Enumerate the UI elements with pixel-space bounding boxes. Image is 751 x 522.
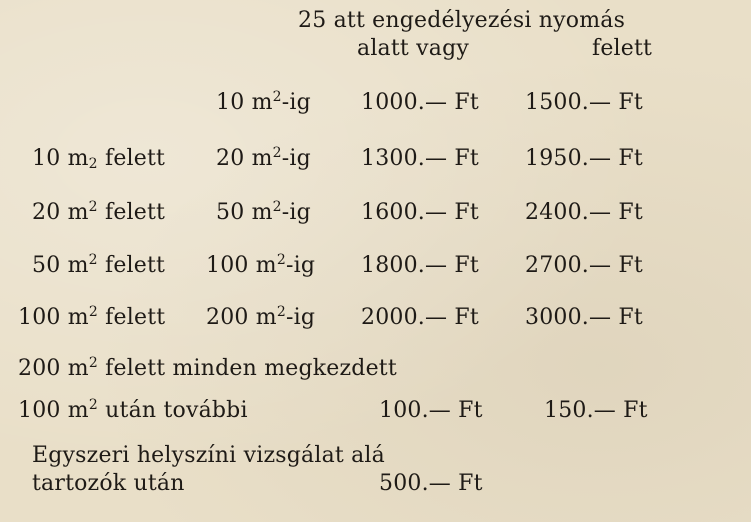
row-4-range-to: 100 $m^2-ig$ [206,252,316,278]
row-5-range-from: 100 $m^2$ felett [18,304,166,330]
row-3-range-from: 20 $m^2$ felett [32,199,166,225]
row-3-price-above: 2400.— Ft [525,200,643,225]
row-5-range-to: 200 $m^2-ig$ [206,304,316,330]
row-4-price-below: 1800.— Ft [361,253,479,278]
row-1-price-below: 1000.— Ft [361,90,479,115]
header-pressure-title: 25 att engedélyezési nyomás [298,8,626,33]
row-2-price-above: 1950.— Ft [525,146,643,171]
inspection-line-1: Egyszeri helyszíni vizsgálat alá [32,443,385,468]
row-3-range-to: 50 $m^2-ig$ [216,199,311,225]
extra-price-above: 150.— Ft [544,398,648,423]
header-col-above: felett [592,36,653,61]
inspection-price: 500.— Ft [379,471,483,496]
inspection-line-2: tartozók után [32,471,185,496]
row-2-price-below: 1300.— Ft [361,146,479,171]
row-1-range-to: 10 $m^2-ig$ [216,89,311,115]
row-1-price-above: 1500.— Ft [525,90,643,115]
row-2-range-from: 10 $m_2$ felett [32,146,166,172]
header-col-below: alatt vagy [357,36,469,61]
row-2-range-to: 20 $m^2-ig$ [216,145,311,171]
row-3-price-below: 1600.— Ft [361,200,479,225]
row-5-price-below: 2000.— Ft [361,305,479,330]
row-5-price-above: 3000.— Ft [525,305,643,330]
extra-line-1: 200 $m^2$ felett minden megkezdett [18,355,397,381]
row-4-price-above: 2700.— Ft [525,253,643,278]
row-4-range-from: 50 $m^2$ felett [32,252,166,278]
extra-price-below: 100.— Ft [379,398,483,423]
extra-line-2: 100 $m^2$ után további [18,397,248,423]
